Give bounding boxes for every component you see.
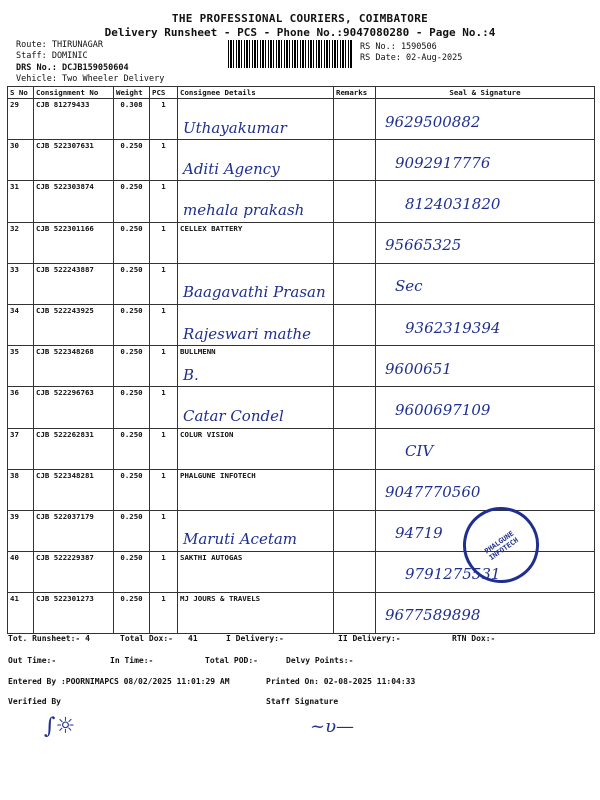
- row-weight: 0.250: [114, 222, 150, 263]
- row-remarks: [334, 304, 376, 345]
- row-sno: 38: [8, 469, 34, 510]
- row-consignment-no: CJB 522303874: [34, 181, 114, 222]
- table-header-row: [8, 87, 595, 99]
- row-sno: 29: [8, 99, 34, 140]
- table-row: [8, 99, 595, 140]
- table-row: [8, 428, 595, 469]
- row-remarks: [334, 593, 376, 634]
- handwritten-signature: 8124031820: [405, 195, 501, 214]
- row-sno: 33: [8, 263, 34, 304]
- handwritten-signature: 9047770560: [385, 482, 481, 501]
- row-consignment-no: CJB 522348268: [34, 346, 114, 387]
- row-weight: 0.250: [114, 510, 150, 551]
- handwritten-consignee: Maruti Acetam: [183, 530, 298, 548]
- col-sno: S No: [8, 87, 34, 99]
- printed-on: Printed On: 02-08-2025 11:04:33: [266, 677, 416, 686]
- row-weight: 0.250: [114, 181, 150, 222]
- row-consignee: BULLMENN: [178, 346, 334, 387]
- total-pod: Total POD:-: [205, 656, 258, 665]
- table-row: [8, 387, 595, 428]
- row-consignment-no: CJB 522348281: [34, 469, 114, 510]
- col-weight: Weight: [114, 87, 150, 99]
- row-pcs: 1: [150, 346, 178, 387]
- row-consignment-no: CJB 522243887: [34, 263, 114, 304]
- row-sno: 36: [8, 387, 34, 428]
- table-row: [8, 346, 595, 387]
- col-remarks: Remarks: [334, 87, 376, 99]
- handwritten-signature: 9677589898: [385, 606, 481, 625]
- row-consignment-no: CJB 522037179: [34, 510, 114, 551]
- handwritten-consignee: Baagavathi Prasan: [183, 283, 326, 302]
- i-delivery: I Delivery:-: [226, 634, 284, 643]
- row-sno: 40: [8, 552, 34, 593]
- row-remarks: [334, 552, 376, 593]
- in-time: In Time:-: [110, 656, 154, 665]
- verifier-signature: ∫☼: [44, 714, 76, 739]
- row-weight: 0.308: [114, 99, 150, 140]
- col-pcs: PCS: [150, 87, 178, 99]
- row-sno: 31: [8, 181, 34, 222]
- table-row: [8, 222, 595, 263]
- rs-no: RS No.: 1590506: [360, 42, 437, 52]
- row-consignment-no: CJB 522301273: [34, 593, 114, 634]
- row-consignment-no: CJB 522296763: [34, 387, 114, 428]
- row-pcs: 1: [150, 510, 178, 551]
- col-consignee: Consignee Details: [178, 87, 334, 99]
- barcode: [228, 40, 352, 68]
- rtn-dox: RTN Dox:-: [452, 634, 496, 643]
- company-stamp: PHALGUNE INFOTECH: [448, 492, 554, 598]
- row-pcs: 1: [150, 428, 178, 469]
- table-row: [8, 140, 595, 181]
- staff: Staff: DOMINIC: [16, 51, 88, 61]
- vehicle: Vehicle: Two Wheeler Delivery: [16, 74, 165, 84]
- row-pcs: 1: [150, 222, 178, 263]
- row-weight: 0.250: [114, 469, 150, 510]
- table-row: [8, 469, 595, 510]
- handwritten-signature: 9600651: [385, 359, 452, 378]
- row-weight: 0.250: [114, 552, 150, 593]
- handwritten-consignee: Catar Condel: [183, 406, 284, 425]
- row-consignee: SAKTHI AUTOGAS: [178, 552, 334, 593]
- row-remarks: [334, 140, 376, 181]
- row-consignee: COLUR VISION: [178, 428, 334, 469]
- delvy-points: Delvy Points:-: [286, 656, 354, 665]
- row-pcs: 1: [150, 469, 178, 510]
- verified-by: Verified By: [8, 697, 61, 706]
- row-sno: 30: [8, 140, 34, 181]
- row-pcs: 1: [150, 99, 178, 140]
- handwritten-signature: CIV: [405, 441, 434, 460]
- row-consignment-no: CJB 522262831: [34, 428, 114, 469]
- row-pcs: 1: [150, 593, 178, 634]
- col-consignment: Consignment No: [34, 87, 114, 99]
- row-sno: 32: [8, 222, 34, 263]
- row-weight: 0.250: [114, 304, 150, 345]
- row-pcs: 1: [150, 387, 178, 428]
- row-consignee: CELLEX BATTERY: [178, 222, 334, 263]
- row-weight: 0.250: [114, 387, 150, 428]
- handwritten-signature: Sec: [395, 277, 423, 296]
- handwritten-signature: 94719: [395, 524, 443, 542]
- ii-delivery: II Delivery:-: [338, 634, 401, 643]
- runsheet-subtitle: Delivery Runsheet - PCS - Phone No.:9047080280 - Page No.:4: [104, 26, 496, 39]
- handwritten-signature: 9092917776: [395, 154, 491, 173]
- row-remarks: [334, 263, 376, 304]
- handwritten-consignee: Rajeswari mathe: [183, 324, 312, 343]
- row-pcs: 1: [150, 181, 178, 222]
- row-sno: 41: [8, 593, 34, 634]
- handwritten-consignee: Uthayakumar: [183, 119, 287, 137]
- row-weight: 0.250: [114, 140, 150, 181]
- row-remarks: [334, 181, 376, 222]
- row-sno: 39: [8, 510, 34, 551]
- total-runsheet: Tot. Runsheet:- 4: [8, 634, 90, 643]
- row-sno: 34: [8, 304, 34, 345]
- handwritten-signature: 95665325: [385, 236, 462, 255]
- row-pcs: 1: [150, 304, 178, 345]
- company-title: THE PROFESSIONAL COURIERS, COIMBATORE: [171, 12, 429, 25]
- drs-no: DRS No.: DCJB159050604: [16, 63, 129, 73]
- handwritten-consignee: Aditi Agency: [183, 160, 280, 179]
- handwritten-consignee: mehala prakash: [183, 201, 305, 220]
- total-dox-value: 41: [188, 634, 198, 643]
- handwritten-signature: 9629500882: [385, 113, 481, 131]
- row-weight: 0.250: [114, 593, 150, 634]
- row-consignment-no: CJB 522307631: [34, 140, 114, 181]
- entered-by: Entered By :POORNIMAPCS 08/02/2025 11:01:29 AM: [8, 677, 230, 686]
- row-remarks: [334, 469, 376, 510]
- handwritten-signature: 9362319394: [405, 318, 501, 337]
- handwritten-signature: 9791275531: [405, 565, 501, 584]
- row-pcs: 1: [150, 140, 178, 181]
- row-pcs: 1: [150, 552, 178, 593]
- rs-date: RS Date: 02-Aug-2025: [360, 53, 463, 63]
- row-remarks: [334, 99, 376, 140]
- handwritten-signature: 9600697109: [395, 400, 491, 419]
- row-weight: 0.250: [114, 346, 150, 387]
- row-weight: 0.250: [114, 428, 150, 469]
- staff-signature: ~υ—: [310, 716, 355, 737]
- row-remarks: [334, 222, 376, 263]
- row-consignee: MJ JOURS & TRAVELS: [178, 593, 334, 634]
- handwritten-consignee: B.: [183, 365, 199, 384]
- row-consignment-no: CJB 522301166: [34, 222, 114, 263]
- staff-signature-label: Staff Signature: [266, 697, 339, 706]
- row-weight: 0.250: [114, 263, 150, 304]
- table-row: [8, 593, 595, 634]
- row-remarks: [334, 510, 376, 551]
- route: Route: THIRUNAGAR: [16, 40, 103, 50]
- row-remarks: [334, 346, 376, 387]
- row-consignment-no: CJB 522243925: [34, 304, 114, 345]
- row-remarks: [334, 428, 376, 469]
- row-consignee: PHALGUNE INFOTECH: [178, 469, 334, 510]
- row-consignment-no: CJB 81279433: [34, 99, 114, 140]
- row-remarks: [334, 387, 376, 428]
- col-seal-signature: Seal & Signature: [376, 87, 595, 99]
- row-sno: 37: [8, 428, 34, 469]
- row-consignment-no: CJB 522229387: [34, 552, 114, 593]
- out-time: Out Time:-: [8, 656, 57, 665]
- row-pcs: 1: [150, 263, 178, 304]
- row-sno: 35: [8, 346, 34, 387]
- total-dox-label: Total Dox:-: [120, 634, 173, 643]
